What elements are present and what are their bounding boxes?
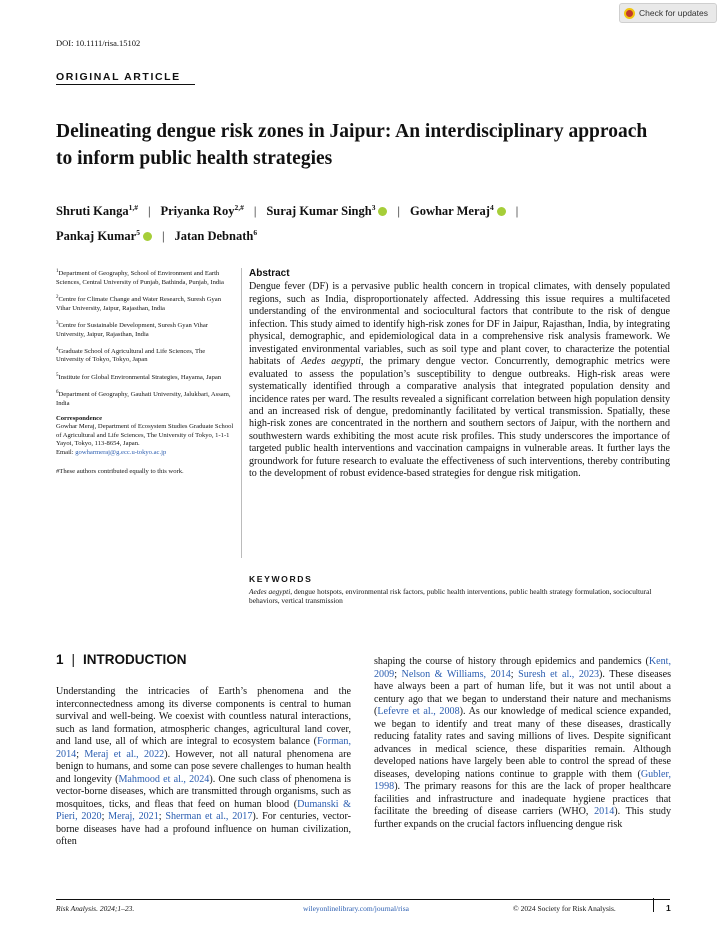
author[interactable] — [410, 204, 506, 218]
check-for-updates-label: Check for updates — [639, 8, 708, 18]
body-text: ; — [158, 811, 166, 822]
keyword-species: Aedes aegypti — [249, 586, 291, 596]
abstract-text-1: Dengue fever (DF) is a pervasive public health concern in tropical climates, with densely populated regions, such as India, disproportionately affected. Addressing this issue requires a multifaceted understanding of the environmental and sociocultural factors that contribute to the risk of dengue infection. This study aimed to identify high-risk zones for DF in Jaipur, Rajasthan, India, by integrating physical, demographic, and epidemiological data in a comprehensive risk analysis framework. We investigated environmental variables, such as soil type and plant cover, to characterize the potential habitats of — [249, 281, 670, 368]
citation-link[interactable]: Mahmood et al., 2024 — [118, 773, 210, 785]
citation-link[interactable]: Sherman et al., 2017 — [165, 811, 253, 822]
orcid-icon[interactable] — [143, 232, 152, 241]
author-separator: | — [147, 204, 151, 219]
body-text: ; — [394, 668, 402, 680]
correspondence-email-link[interactable]: gowharmeraj@g.ecc.u-tokyo.ac.jp — [75, 449, 167, 457]
affiliation — [56, 268, 234, 287]
footer-copyright: © 2024 Society for Risk Analysis. — [513, 904, 616, 913]
author[interactable] — [266, 204, 387, 218]
author[interactable] — [56, 204, 138, 218]
author-name: Pankaj Kumar — [56, 229, 137, 244]
keywords-heading: KEYWORDS — [249, 574, 313, 584]
citation-link[interactable]: Gubler, 1998 — [374, 768, 671, 792]
abstract — [249, 268, 670, 481]
affiliation — [56, 294, 234, 313]
affiliation-text: Department of Geography, Gauhati University, Jalukbari, Assam, India — [56, 390, 231, 407]
author-superscript: 6 — [253, 228, 258, 238]
affiliation-text: Institute for Global Environmental Strategies, Hayama, Japan — [58, 373, 222, 381]
affiliation-text: Department of Geography, School of Environment and Earth Sciences, Central University of Punjab, Bathinda, Punjab, India — [56, 270, 224, 286]
page-number: 1 — [666, 903, 671, 913]
citation-link[interactable]: Dumanski & Pieri, 2020 — [56, 798, 352, 822]
citation-link[interactable]: 2014 — [594, 806, 615, 817]
author[interactable] — [160, 204, 243, 218]
correspondence-email-line — [56, 449, 234, 458]
author[interactable] — [56, 229, 152, 243]
abstract-text-2: , the primary dengue vector. Concurrently, demographic metrics were evaluated to assess the population’s susceptibility to dengue outbreaks. High-risk areas were systematically identified through a comparative analysis that integrated population density and incidence rates per ward. The results revealed a significant correlation between high population density and an increased risk of dengue, predominantly facilitated by vertical transmission. Spatially, these high-risk zones are concentrated in the northern and southern sectors of Jaipur, with the northern and southwestern wards exhibiting the most acute risk profiles. This study underscores the importance of targeted public health interventions and vaccination campaigns in vulnerable areas. It further lays the groundwork for future research to evaluate the effectiveness of such interventions, thereby contributing to the development of robust evidence-based strategies for dengue risk mitigation. — [249, 356, 671, 480]
orcid-icon[interactable] — [497, 207, 506, 216]
body-text: shaping the course of history through epidemics and pandemics ( — [374, 656, 649, 667]
affiliation-text: Graduate School of Agricultural and Life Sciences, The University of Tokyo, Tokyo, Japan — [56, 347, 206, 364]
body-text: ). The primary reasons for this are the lack of proper healthcare facilities and infrastructure and inadequate hygiene practices that facilitate the breeding of disease carriers (WHO, — [374, 781, 671, 817]
citation-link[interactable]: Lefevre et al., 2008 — [377, 706, 460, 717]
author-separator: | — [161, 229, 165, 244]
affiliation-number: 2 — [56, 294, 59, 300]
affiliation — [56, 389, 234, 408]
body-text: ). For centuries, vector-borne diseases have had a profound influence on human civilization, often — [56, 811, 352, 847]
crossmark-icon — [624, 8, 635, 19]
affiliation-number: 3 — [56, 320, 59, 326]
author-separator: | — [253, 204, 257, 219]
footer-journal: Risk Analysis. 2024;1–23. — [56, 904, 135, 913]
section-title: INTRODUCTION — [83, 652, 187, 667]
paper-title: Delineating dengue risk zones in Jaipur: An interdisciplinary approach to inform public health strategies — [56, 121, 648, 169]
author-name: Jatan Debnath — [174, 229, 254, 244]
affiliation-number: 1 — [56, 269, 59, 274]
author-name: Suraj Kumar Singh — [266, 204, 372, 219]
author-superscript: 3 — [371, 203, 376, 212]
keywords-list — [249, 587, 670, 606]
citation-link[interactable]: Suresh et al., 2023 — [518, 668, 600, 680]
section-number: 1 — [56, 652, 64, 667]
orcid-icon[interactable] — [378, 207, 387, 216]
keywords — [249, 575, 670, 606]
author-name: Shruti Kanga — [56, 204, 129, 219]
body-text: ). One such class of phenomena is vector-borne diseases, which are transmitted through organisms, such as mosquitoes, ticks, and fleas that feed on human blood ( — [56, 773, 351, 810]
correspondence-heading: Correspondence — [56, 414, 103, 422]
affiliations-column — [56, 268, 234, 476]
citation-link[interactable]: Kent, 2009 — [374, 656, 671, 680]
author-list — [56, 197, 676, 247]
abstract-heading: Abstract — [249, 268, 290, 279]
body-text: ; — [76, 748, 85, 760]
author-name: Gowhar Meraj — [409, 204, 490, 219]
body-text: ). However, not all natural phenomena are benign to humans, and some can pose severe challenges to human health and longevity ( — [56, 748, 351, 785]
author-separator: | — [515, 204, 519, 219]
section-separator: | — [71, 652, 76, 667]
intro-right-column — [374, 656, 671, 831]
body-text: ; — [510, 668, 519, 680]
body-text: ; — [101, 811, 109, 822]
column-divider — [241, 268, 242, 558]
author-name: Priyanka Roy — [160, 204, 235, 219]
body-text: ). As our knowledge of medical science expanded, we began to identify and treat many of these diseases, drastically reducing fatality rates and saving millions of lives. Despite significant advances in medical science, these disparities remain. Although developed nations have largely been able to control the spread of these diseases, developing nations continue to grapple with them ( — [374, 706, 671, 780]
affiliation — [56, 346, 234, 365]
author-superscript: 5 — [136, 228, 140, 238]
doi[interactable]: DOI: 10.1111/risa.15102 — [56, 38, 141, 48]
citation-link[interactable]: Nelson & Williams, 2014 — [401, 668, 511, 680]
author-superscript: 2,# — [234, 203, 244, 212]
affiliation — [56, 372, 234, 383]
affiliation-list — [56, 268, 234, 408]
author-superscript: 1,# — [128, 203, 138, 212]
citation-link[interactable]: Meraj et al., 2022 — [84, 748, 165, 760]
affiliation-number: 5 — [56, 372, 59, 378]
affiliation-text: Centre for Climate Change and Water Research, Suresh Gyan Vihar University, Jaipur, Rajasthan, India — [56, 296, 221, 312]
body-text: ). These diseases have always been a part of human life, but it was not until about a century ago that we began to understand their nature and mechanisms ( — [374, 668, 672, 717]
affiliation-number: 6 — [56, 389, 59, 395]
citation-link[interactable]: Meraj, 2021 — [108, 811, 159, 822]
body-text: Understanding the intricacies of Earth’s phenomena and the interconnectedness among its diverse components is central to human survival and well-being. We coexist with countless natural interactions, such as land formation, atmospheric changes, agricultural land cover, and land use, all of which are integral to ecosystem balance ( — [56, 686, 351, 747]
keywords-rest: , dengue hotspots, environmental risk factors, public health interventions, public health strategy formulation, sociocultural behaviors, vertical transmission — [249, 586, 652, 606]
citation-link[interactable]: Forman, 2014 — [56, 736, 351, 760]
footer-journal-url[interactable]: wileyonlinelibrary.com/journal/risa — [303, 904, 409, 913]
article-type-underline — [56, 84, 195, 85]
footer-separator — [653, 898, 654, 912]
abstract-species: Aedes aegypti — [301, 356, 361, 368]
check-for-updates-button[interactable] — [619, 3, 717, 23]
affiliation-number: 4 — [56, 346, 59, 352]
email-label: Email: — [56, 449, 76, 457]
affiliation — [56, 320, 234, 339]
footer-rule — [56, 899, 670, 900]
author-separator: | — [397, 204, 400, 219]
author[interactable] — [174, 229, 257, 243]
equal-contribution-note: #These authors contributed equally to this work. — [56, 467, 184, 475]
section-heading-introduction — [56, 652, 187, 667]
body-text: ). This study further expands on the crucial factors influencing dengue risk — [374, 806, 671, 830]
intro-left-column — [56, 686, 351, 849]
affiliation-text: Centre for Sustainable Development, Suresh Gyan Vihar University, Jaipur, Rajasthan, India — [56, 321, 208, 338]
author-superscript: 4 — [489, 203, 494, 212]
abstract-body — [249, 281, 670, 480]
article-type: ORIGINAL ARTICLE — [56, 71, 181, 83]
correspondence-text: Gowhar Meraj, Department of Ecosystem Studies Graduate School of Agricultural and Life Sciences, The University of Tokyo, 1-1-1 Yayoi, Tokyo, 113-8654, Japan. — [56, 423, 234, 448]
